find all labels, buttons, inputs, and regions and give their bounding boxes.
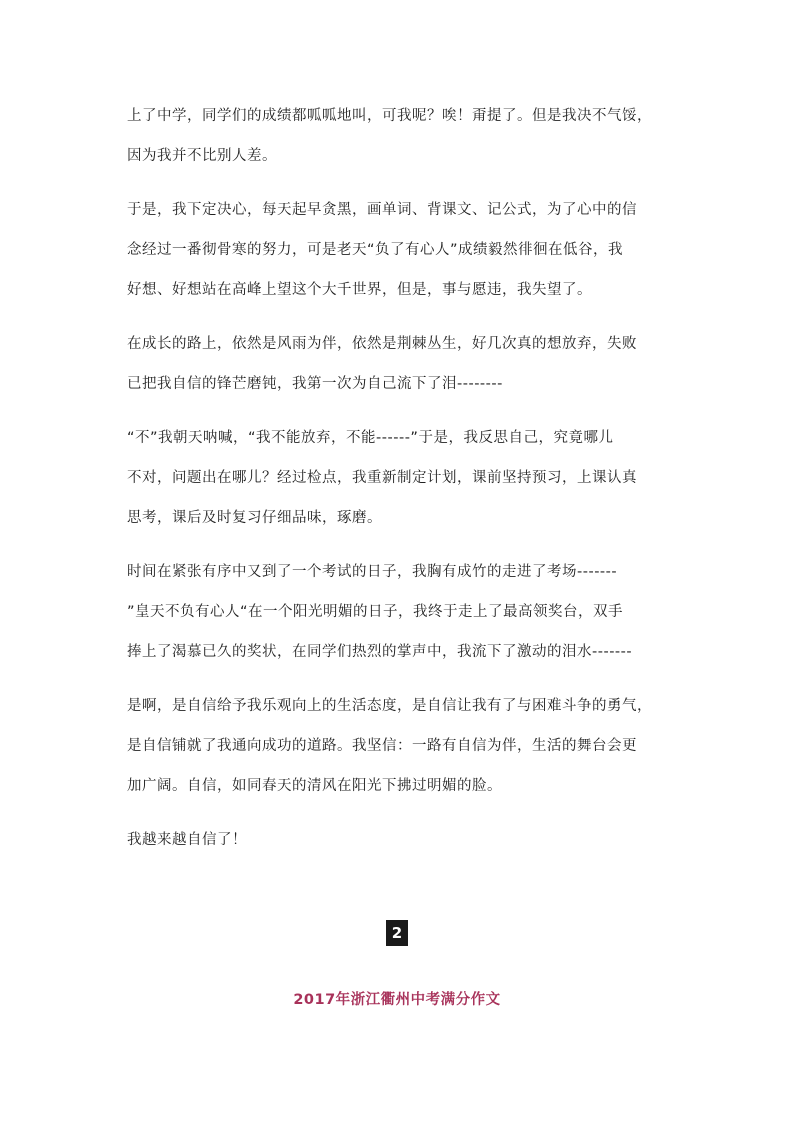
paragraph-line: 于是，我下定决心，每天起早贪黑，画单词、背课文、记公式，为了心中的信 — [127, 202, 637, 218]
paragraph-line: 加广阔。自信，如同春天的清风在阳光下拂过明媚的脸。 — [127, 778, 502, 794]
paragraph-line: 因为我并不比别人差。 — [127, 148, 277, 164]
paragraph-line: 我越来越自信了！ — [127, 832, 247, 848]
paragraph-1 — [127, 96, 672, 176]
paragraph-line: ”皇天不负有心人“在一个阳光明媚的日子，我终于走上了最高领奖台，双手 — [127, 604, 624, 620]
paragraph-2 — [127, 190, 672, 310]
paragraph-line: 捧上了渴慕已久的奖状，在同学们热烈的掌声中，我流下了激动的泪水------- — [127, 644, 633, 660]
paragraph-6 — [127, 686, 672, 806]
paragraph-line: 在成长的路上，依然是风雨为伴，依然是荆棘丛生，好几次真的想放弃，失败 — [127, 336, 637, 352]
paragraph-line: “不”我朝天呐喊，“我不能放弃，不能------”于是，我反思自己，究竟哪儿 — [127, 430, 614, 446]
paragraph-3 — [127, 324, 672, 404]
paragraph-line: 是啊，是自信给予我乐观向上的生活态度，是自信让我有了与困难斗争的勇气， — [127, 698, 652, 714]
paragraph-line: 时间在紧张有序中又到了一个考试的日子，我胸有成竹的走进了考场------- — [127, 564, 618, 580]
paragraph-7 — [127, 820, 672, 860]
paragraph-line: 是自信铺就了我通向成功的道路。我坚信：一路有自信为伴，生活的舞台会更 — [127, 738, 637, 754]
footer-title: 2017年浙江衢州中考满分作文 — [293, 992, 501, 1008]
paragraph-line: 已把我自信的锋芒磨钝，我第一次为自己流下了泪-------- — [127, 376, 503, 392]
paragraph-line: 念经过一番彻骨寒的努力，可是老天“负了有心人”成绩毅然徘徊在低谷，我 — [127, 242, 624, 258]
paragraph-line: 不对，问题出在哪儿？经过检点，我重新制定计划，课前坚持预习，上课认真 — [127, 470, 637, 486]
paragraph-line: 上了中学，同学们的成绩都呱呱地叫，可我呢？唉！甭提了。但是我决不气馁， — [127, 108, 652, 124]
paragraph-line: 好想、好想站在高峰上望这个大千世界，但是，事与愿违，我失望了。 — [127, 282, 592, 298]
page-number-badge: 2 — [386, 920, 408, 946]
paragraph-line: 思考，课后及时复习仔细品味，琢磨。 — [127, 510, 382, 526]
paragraph-5 — [127, 552, 672, 672]
essay-body — [127, 96, 672, 874]
paragraph-4 — [127, 418, 672, 538]
